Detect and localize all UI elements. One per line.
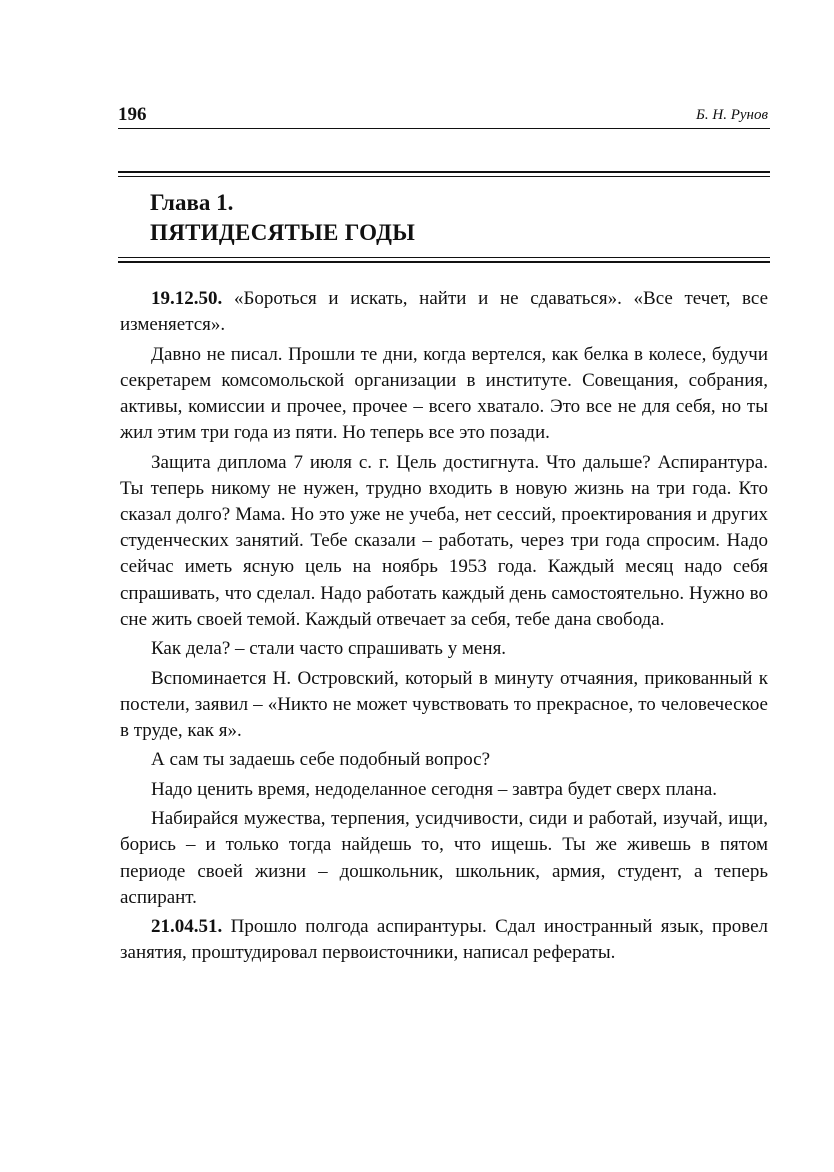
paragraph <box>120 777 768 803</box>
paragraph-text: Прошло полгода аспирантуры. Сдал иностранный язык, провел занятия, проштудировал первоисточники, написал рефераты. <box>120 916 768 964</box>
paragraph <box>120 342 768 447</box>
paragraph-text: Как дела? – стали часто спрашивать у меня. <box>151 638 507 660</box>
paragraph-text: Защита диплома 7 июля с. г. Цель достигнута. Что дальше? Аспирантура. Ты теперь никому не нужен, трудно входить в новую жизнь на три года. Кто сказал долго? Мама. Но это уже не учеба, нет сессий, проектирования и других студенческих занятий. Тебе сказали – работать, через три года спросим. Надо сейчас иметь ясную цель на ноябрь 1953 года. Каждый месяц надо себя спрашивать, что сделал. Надо работать каждый день самостоятельно. Нужно во сне жить своей темой. Каждый отвечает за себя, тебе дана свобода. <box>120 451 768 630</box>
chapter-rule-top <box>118 171 770 173</box>
chapter-rule-top-thin <box>118 176 770 177</box>
paragraph <box>120 747 768 773</box>
entry-date: 21.04.51. <box>151 916 223 938</box>
paragraph-text: А сам ты задаешь себе подобный вопрос? <box>151 749 491 771</box>
paragraph <box>120 666 768 745</box>
entry-date: 19.12.50. <box>151 288 223 309</box>
paragraph-text: Надо ценить время, недоделанное сегодня – завтра будет сверх плана. <box>151 778 718 800</box>
page-number: 196 <box>118 104 147 125</box>
paragraph <box>120 286 768 338</box>
body-text <box>120 286 768 970</box>
paragraph <box>120 636 768 662</box>
chapter-label: Глава 1. <box>150 190 234 215</box>
chapter-rule-bottom-thin <box>118 257 770 258</box>
running-head <box>118 104 770 129</box>
paragraph-text: Давно не писал. Прошли те дни, когда вертелся, как белка в колесе, будучи секретарем комсомольской организации в институте. Совещания, собрания, активы, комиссии и прочее, прочее – всего хватало. Это все не для себя, но ты жил этим три года из пяти. Но теперь все это позади. <box>120 343 768 444</box>
chapter-title: ПЯТИДЕСЯТЫЕ ГОДЫ <box>150 220 416 245</box>
chapter-rule-bottom <box>118 261 770 263</box>
paragraph <box>120 806 768 911</box>
paragraph-text: Вспоминается Н. Островский, который в минуту отчаяния, прикованный к постели, заявил – «Никто не может чувствовать то прекрасное, то человеческое в труде, как я». <box>120 667 768 741</box>
paragraph <box>120 914 768 966</box>
author-name: Б. Н. Рунов <box>696 107 768 123</box>
paragraph <box>120 450 768 633</box>
paragraph-text: «Бороться и искать, найти и не сдаваться». «Все течет, все изменяется». <box>120 288 768 336</box>
paragraph-text: Набирайся мужества, терпения, усидчивости, сиди и работай, изучай, ищи, борись – и только тогда найдешь то, что ищешь. Ты же живешь в пятом периоде своей жизни – дошкольник, школьник, армия, студент, а теперь аспирант. <box>120 808 768 908</box>
